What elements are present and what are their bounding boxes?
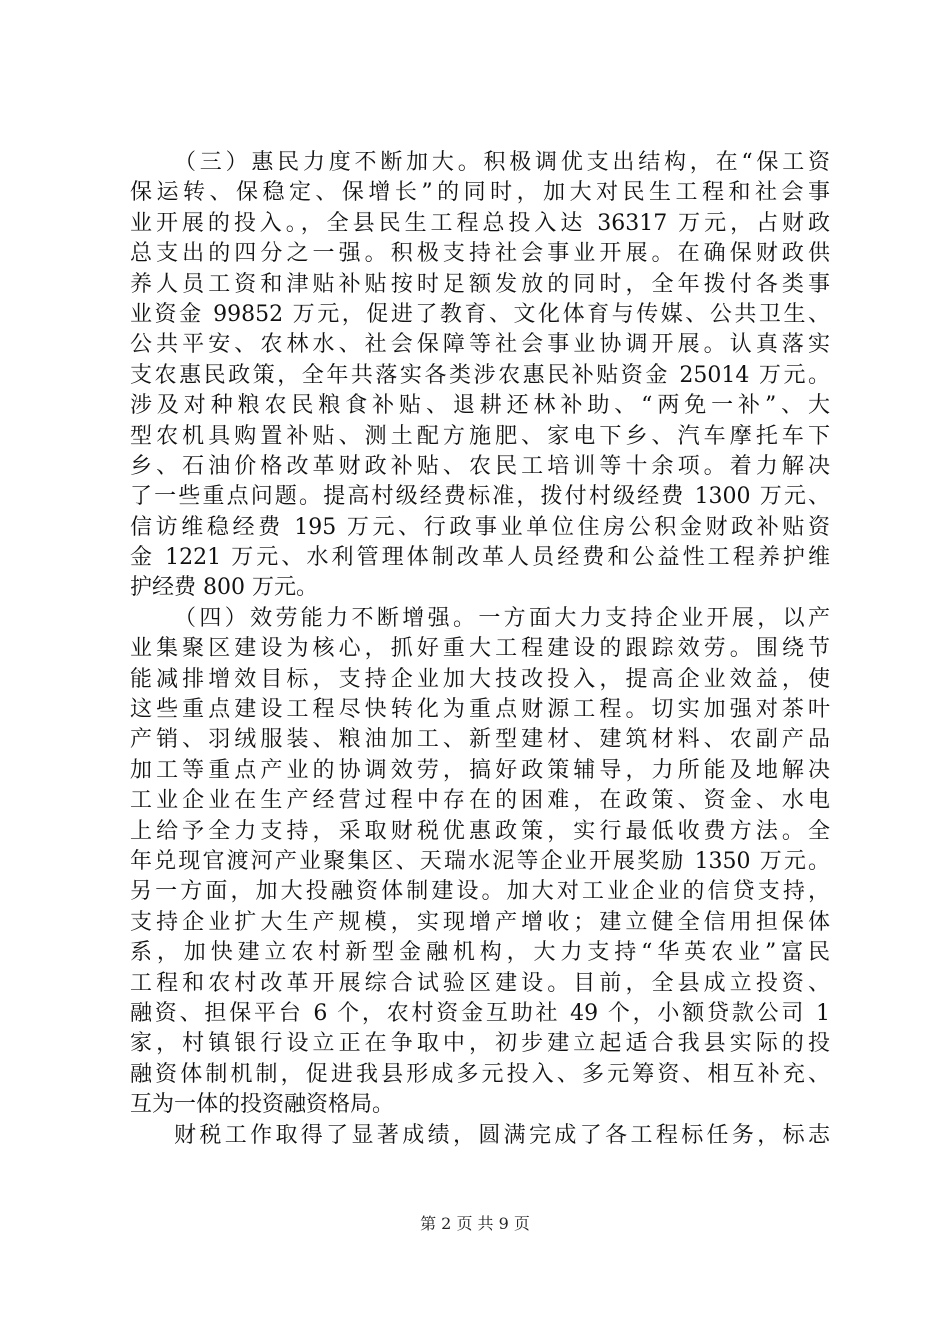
text-line: 业开展的投入。，全县民生工程总投入达 36317 万元，占财政 (130, 210, 830, 236)
text-line: 型农机具购置补贴、测土配方施肥、家电下乡、汽车摩托车下 (130, 423, 830, 449)
text-line: 工程和农村改革开展综合试验区建设。目前，全县成立投资、 (130, 970, 830, 996)
text-line: 信访维稳经费 195 万元、行政事业单位住房公积金财政补贴资 (130, 514, 830, 540)
paragraph-3 (130, 148, 830, 604)
paragraph-summary (130, 1121, 830, 1151)
text-line: 家，村镇银行设立正在争取中，初步建立起适合我县实际的投 (130, 1031, 830, 1057)
text-line: 能减排增效目标，支持企业加大技改投入，提高企业效益，使 (130, 666, 830, 692)
page-number-footer: 第 2 页 共 9 页 (420, 1214, 530, 1233)
text-line: 护经费 800 万元。 (130, 575, 318, 601)
text-line: 系，加快建立农村新型金融机构，大力支持“华英农业”富民 (130, 940, 830, 966)
text-line: 了一些重点问题。提高村级经费标准，拨付村级经费 1300 万元、 (130, 484, 830, 510)
text-line: 业集聚区建设为核心，抓好重大工程建设的跟踪效劳。围绕节 (130, 636, 830, 662)
text-line: 乡、石油价格改革财政补贴、农民工培训等十余项。着力解决 (130, 453, 830, 479)
text-line: 年兑现官渡河产业聚集区、天瑞水泥等企业开展奖励 1350 万元。 (130, 848, 830, 874)
text-line: 产销、羽绒服装、粮油加工、新型建材、建筑材料、农副产品 (130, 727, 830, 753)
text-line: （三）惠民力度不断加大。积极调优支出结构，在“保工资 (174, 150, 830, 175)
text-line: 这些重点建设工程尽快转化为重点财源工程。切实加强对茶叶 (130, 697, 830, 723)
text-line: 总支出的四分之一强。积极支持社会事业开展。在确保财政供 (130, 241, 830, 267)
text-line: 财税工作取得了显著成绩，圆满完成了各工程标任务，标志 (174, 1122, 830, 1148)
text-line: 融资体制机制，促进我县形成多元投入、多元筹资、相互补充、 (130, 1061, 830, 1087)
text-line: 公共平安、农林水、社会保障等社会事业协调开展。认真落实 (130, 332, 830, 358)
text-line: 互为一体的投资融资格局。 (130, 1092, 395, 1118)
text-line: 另一方面，加大投融资体制建设。加大对工业企业的信贷支持， (130, 879, 830, 905)
text-line: 上给予全力支持，采取财税优惠政策，实行最低收费方法。全 (130, 818, 830, 844)
text-line: 保运转、保稳定、保增长”的同时，加大对民生工程和社会事 (130, 180, 830, 206)
text-line: （四）效劳能力不断增强。一方面大力支持企业开展，以产 (174, 605, 830, 631)
text-line: 加工等重点产业的协调效劳，搞好政策辅导，力所能及地解决 (130, 757, 830, 783)
document-body (130, 148, 830, 1151)
paragraph-4 (130, 604, 830, 1121)
text-line: 支农惠民政策，全年共落实各类涉农惠民补贴资金 25014 万元。 (130, 362, 830, 388)
text-line: 养人员工资和津贴补贴按时足额发放的同时，全年拨付各类事 (130, 271, 830, 297)
text-line: 金 1221 万元、水利管理体制改革人员经费和公益性工程养护维 (130, 545, 830, 571)
text-line: 业资金 99852 万元，促进了教育、文化体育与传媒、公共卫生、 (130, 301, 830, 327)
text-line: 工业企业在生产经营过程中存在的困难，在政策、资金、水电 (130, 788, 830, 814)
text-line: 支持企业扩大生产规模，实现增产增收；建立健全信用担保体 (130, 909, 830, 935)
text-line: 涉及对种粮农民粮食补贴、退耕还林补助、“两免一补”、大 (130, 393, 830, 419)
text-line: 融资、担保平台 6 个，农村资金互助社 49 个，小额贷款公司 1 (130, 1000, 830, 1026)
